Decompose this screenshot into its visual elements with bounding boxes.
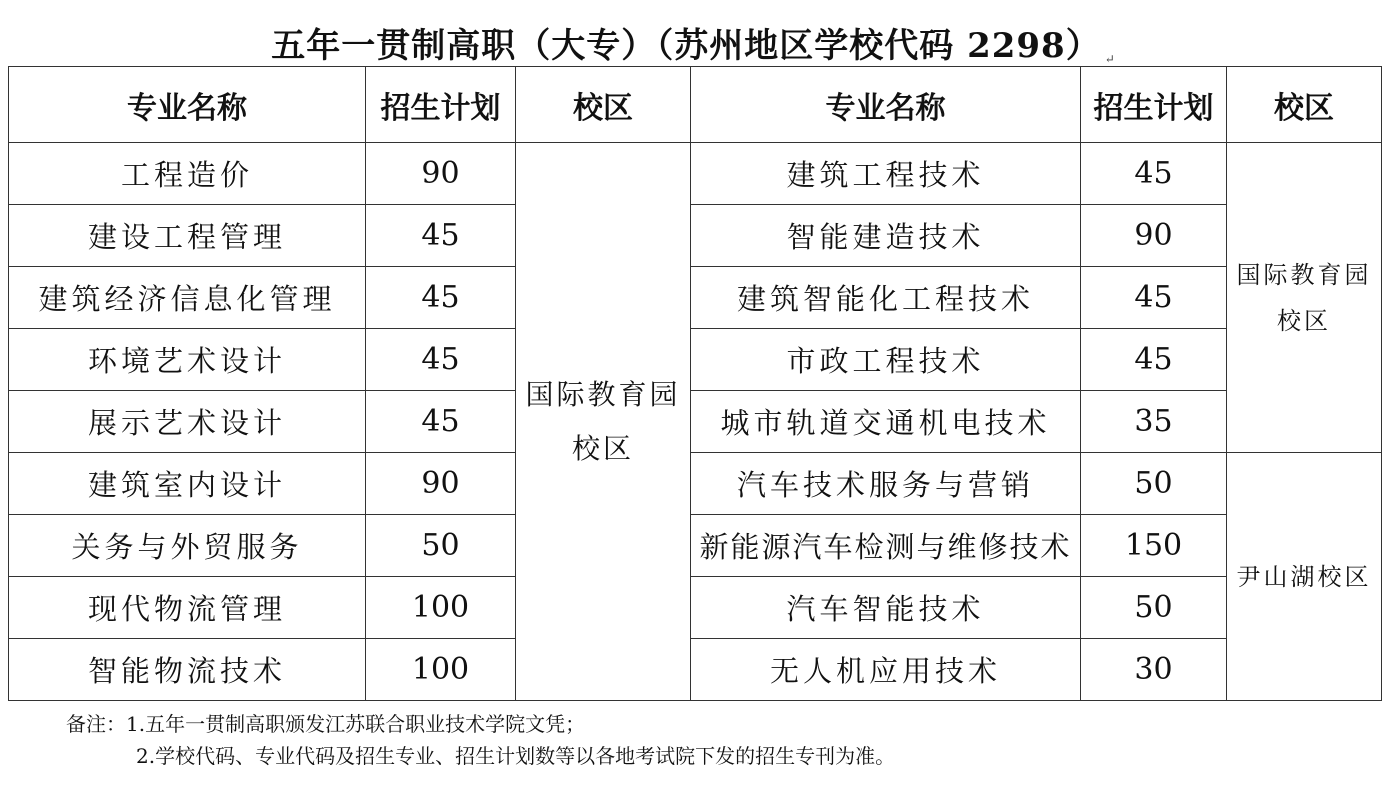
major-cell: 建设工程管理 [9, 205, 366, 267]
header-major-left: 专业名称 [9, 67, 366, 143]
enrollment-plan-table [8, 66, 1382, 701]
table-row [9, 205, 1382, 267]
major-cell: 建筑经济信息化管理 [9, 267, 366, 329]
major-cell: 工程造价 [9, 143, 366, 205]
campus-cell-right-2: 尹山湖校区 [1227, 453, 1382, 701]
notes [66, 708, 895, 772]
plan-cell: 50 [1081, 453, 1227, 515]
header-campus-left: 校区 [516, 67, 691, 143]
campus-cell-right-1: 国际教育园校区 [1227, 143, 1382, 453]
plan-cell: 30 [1081, 639, 1227, 701]
plan-cell: 50 [1081, 577, 1227, 639]
major-cell: 建筑智能化工程技术 [691, 267, 1081, 329]
note-line-1: 备注：1.五年一贯制高职颁发江苏联合职业技术学院文凭； [66, 712, 586, 736]
major-cell: 汽车技术服务与营销 [691, 453, 1081, 515]
plan-cell: 45 [366, 267, 516, 329]
plan-cell: 35 [1081, 391, 1227, 453]
plan-cell: 100 [366, 639, 516, 701]
table-row [9, 329, 1382, 391]
major-cell: 城市轨道交通机电技术 [691, 391, 1081, 453]
major-cell: 新能源汽车检测与维修技术 [691, 515, 1081, 577]
plan-cell: 45 [366, 391, 516, 453]
table-header-row [9, 67, 1382, 143]
major-cell: 展示艺术设计 [9, 391, 366, 453]
plan-cell: 90 [366, 143, 516, 205]
plan-cell: 45 [366, 329, 516, 391]
title-text: 五年一贯制高职（大专）（苏州地区学校代码 2298） [271, 26, 1101, 66]
plan-cell: 45 [366, 205, 516, 267]
campus-cell-left: 国际教育园校区 [516, 143, 691, 701]
plan-cell: 90 [366, 453, 516, 515]
plan-cell: 50 [366, 515, 516, 577]
paragraph-mark: ↵ [1104, 52, 1116, 66]
header-plan-left: 招生计划 [366, 67, 516, 143]
major-cell: 无人机应用技术 [691, 639, 1081, 701]
table-row [9, 267, 1382, 329]
plan-cell: 150 [1081, 515, 1227, 577]
header-plan-right: 招生计划 [1081, 67, 1227, 143]
header-campus-right: 校区 [1227, 67, 1382, 143]
major-cell: 智能物流技术 [9, 639, 366, 701]
header-major-right: 专业名称 [691, 67, 1081, 143]
note-line-2: 2.学校代码、专业代码及招生专业、招生计划数等以各地考试院下发的招生专刊为准。 [136, 744, 896, 768]
plan-cell: 100 [366, 577, 516, 639]
plan-cell: 45 [1081, 329, 1227, 391]
major-cell: 现代物流管理 [9, 577, 366, 639]
major-cell: 环境艺术设计 [9, 329, 366, 391]
page-title [0, 18, 1387, 67]
table-row [9, 639, 1382, 701]
major-cell: 市政工程技术 [691, 329, 1081, 391]
major-cell: 关务与外贸服务 [9, 515, 366, 577]
major-cell: 建筑工程技术 [691, 143, 1081, 205]
plan-cell: 90 [1081, 205, 1227, 267]
table-row [9, 143, 1382, 205]
major-cell: 建筑室内设计 [9, 453, 366, 515]
plan-cell: 45 [1081, 267, 1227, 329]
table-row [9, 453, 1382, 515]
table-row [9, 577, 1382, 639]
major-cell: 汽车智能技术 [691, 577, 1081, 639]
plan-cell: 45 [1081, 143, 1227, 205]
major-cell: 智能建造技术 [691, 205, 1081, 267]
table-row [9, 391, 1382, 453]
table-row [9, 515, 1382, 577]
